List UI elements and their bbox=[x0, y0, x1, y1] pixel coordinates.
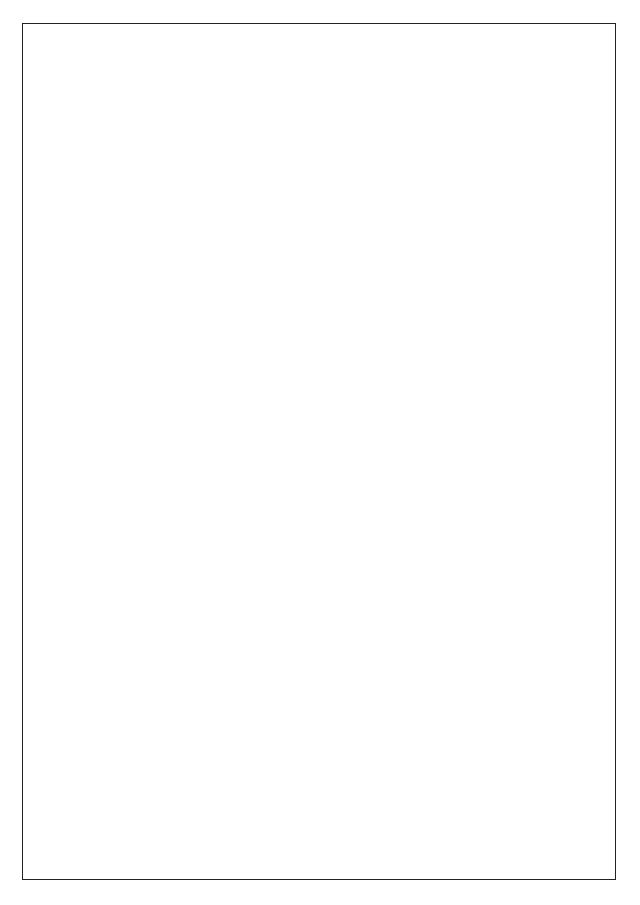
table-frame bbox=[22, 23, 616, 880]
rotated-table-page bbox=[22, 23, 616, 880]
